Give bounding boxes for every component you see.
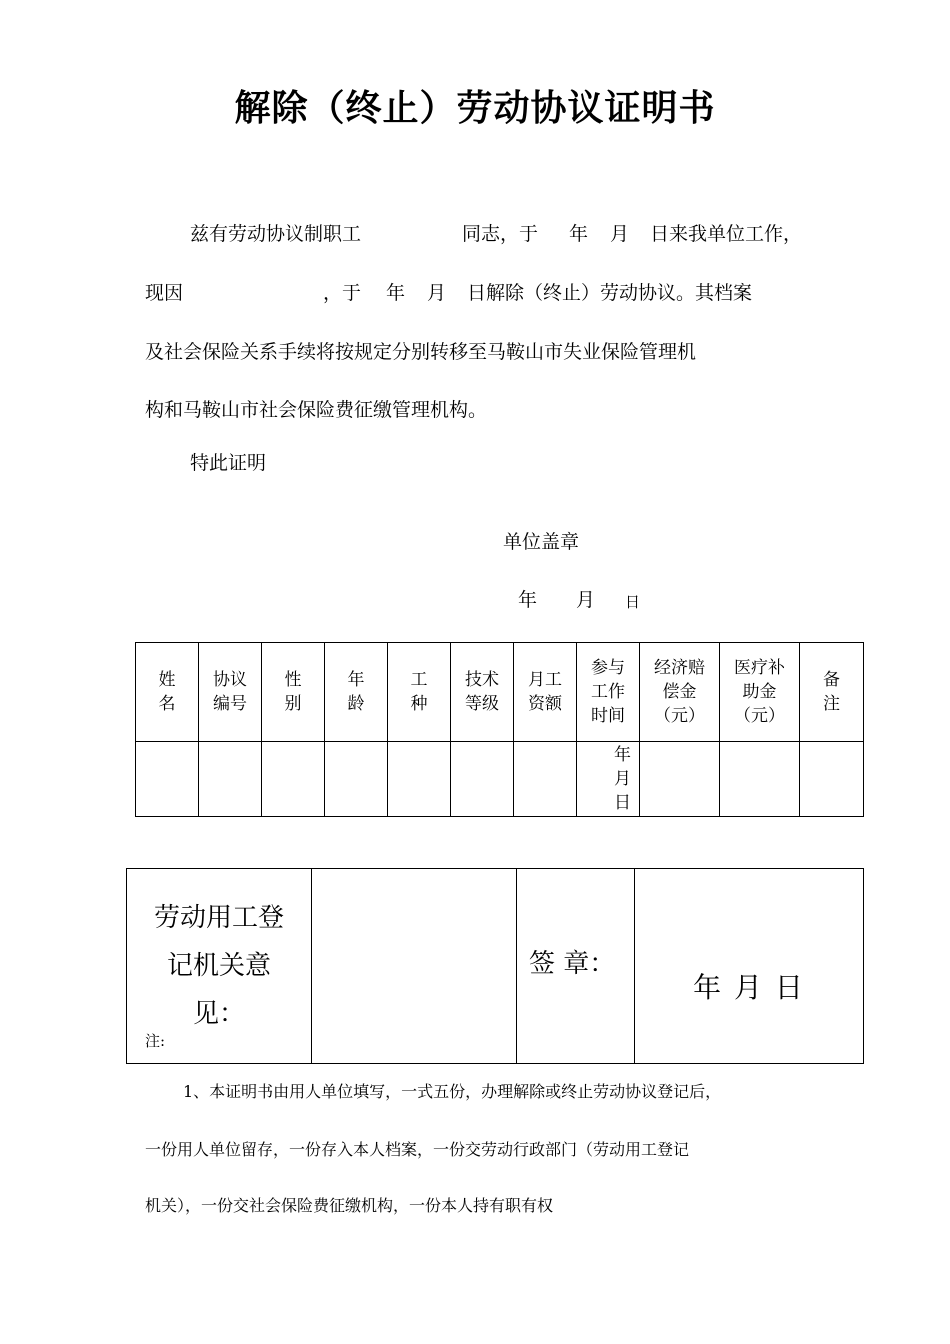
cell-age[interactable] (325, 742, 388, 817)
note-line3: 机关），一份交社会保险费征缴机构，一份本人持有职有权 (145, 1196, 554, 1215)
cell-job-type[interactable] (388, 742, 451, 817)
header-compensation (640, 643, 720, 742)
body-line2-d: 月 (427, 282, 447, 304)
opinion-row (127, 869, 864, 1064)
registration-opinion-table (126, 868, 864, 1064)
header-text: （元） (734, 706, 785, 726)
header-text: 时间 (591, 706, 625, 726)
cell-monthly-wage[interactable] (514, 742, 577, 817)
opinion-field[interactable] (312, 869, 517, 1064)
header-text: 姓 (158, 670, 176, 690)
header-text: 技术 (465, 670, 499, 690)
note-line2: 一份用人单位留存，一份存入本人档案，一份交劳动行政部门（劳动用工登记 (145, 1140, 690, 1159)
cell-remarks[interactable] (800, 742, 864, 817)
header-contract-no (199, 643, 262, 742)
table-row (136, 742, 864, 817)
header-text: 种 (410, 694, 428, 714)
body-line1-a: 兹有劳动协议制职工 (190, 223, 362, 245)
seal-day: 日 (625, 593, 641, 611)
opinion-label-line: 记机关意 (166, 951, 271, 981)
header-text: 年 (347, 670, 365, 690)
body-line3: 及社会保险关系手续将按规定分别转移至马鞍山市失业保险管理机 (145, 341, 697, 363)
signature-label: 签 章： (517, 869, 635, 1064)
header-medical-subsidy (720, 643, 800, 742)
header-text: 等级 (465, 694, 499, 714)
employee-info-table (135, 642, 864, 817)
body-certify: 特此证明 (190, 452, 267, 474)
header-remarks (800, 643, 864, 742)
date-month: 月 (614, 769, 631, 789)
header-text: 偿金 (662, 682, 697, 702)
body-line2-c: 年 (386, 282, 406, 304)
body-line1-d: 月 (610, 223, 630, 245)
table-header-row (136, 643, 864, 742)
body-line4: 构和马鞍山市社会保险费征缴管理机构。 (145, 399, 488, 421)
header-text: 助金 (742, 682, 777, 702)
header-text: 注 (823, 694, 840, 714)
cell-medical-subsidy[interactable] (720, 742, 800, 817)
body-line1-c: 年 (569, 223, 589, 245)
header-name (136, 643, 199, 742)
date-day: 日 (614, 793, 631, 813)
header-text: 参与 (591, 658, 625, 678)
header-monthly-wage (514, 643, 577, 742)
header-text: （元） (654, 706, 705, 726)
header-text: 备 (823, 670, 840, 690)
cell-contract-no[interactable] (199, 742, 262, 817)
header-text: 医疗补 (734, 658, 785, 678)
date-year: 年 (614, 745, 631, 765)
header-text: 经济赔 (654, 658, 705, 678)
seal-month: 月 (576, 589, 596, 611)
body-line2-b: ，于 (323, 282, 362, 304)
cell-gender[interactable] (262, 742, 325, 817)
cell-work-start[interactable] (577, 742, 640, 817)
header-skill-level (451, 643, 514, 742)
header-text: 性 (284, 670, 302, 690)
body-line1-e: 日来我单位工作， (650, 223, 803, 245)
header-text: 工作 (591, 682, 625, 702)
seal-label: 单位盖章 (503, 531, 580, 553)
document-title: 解除（终止）劳动协议证明书 (234, 88, 716, 129)
header-work-start (577, 643, 640, 742)
header-text: 月工 (528, 670, 562, 690)
header-text: 龄 (347, 694, 365, 714)
header-job-type (388, 643, 451, 742)
opinion-label-line: 见： (192, 999, 245, 1029)
header-gender (262, 643, 325, 742)
notes-title: 注: (145, 1032, 166, 1050)
header-text: 编号 (213, 694, 247, 714)
cell-name[interactable] (136, 742, 199, 817)
opinion-date[interactable]: 年 月 日 (635, 869, 864, 1064)
header-text: 名 (158, 694, 176, 714)
body-line2-a: 现因 (145, 282, 184, 304)
note-line1: 1、本证明书由用人单位填写，一式五份，办理解除或终止劳动协议登记后， (183, 1082, 722, 1101)
header-text: 别 (284, 694, 302, 714)
cell-compensation[interactable] (640, 742, 720, 817)
header-text: 协议 (213, 670, 247, 690)
cell-skill-level[interactable] (451, 742, 514, 817)
opinion-label-line: 劳动用工登 (153, 903, 284, 933)
header-text: 工 (410, 670, 428, 690)
body-line2-e: 日解除（终止）劳动协议。其档案 (467, 282, 753, 304)
seal-year: 年 (518, 589, 538, 611)
header-age (325, 643, 388, 742)
header-text: 资额 (528, 694, 562, 714)
body-line1-b: 同志，于 (462, 223, 539, 245)
